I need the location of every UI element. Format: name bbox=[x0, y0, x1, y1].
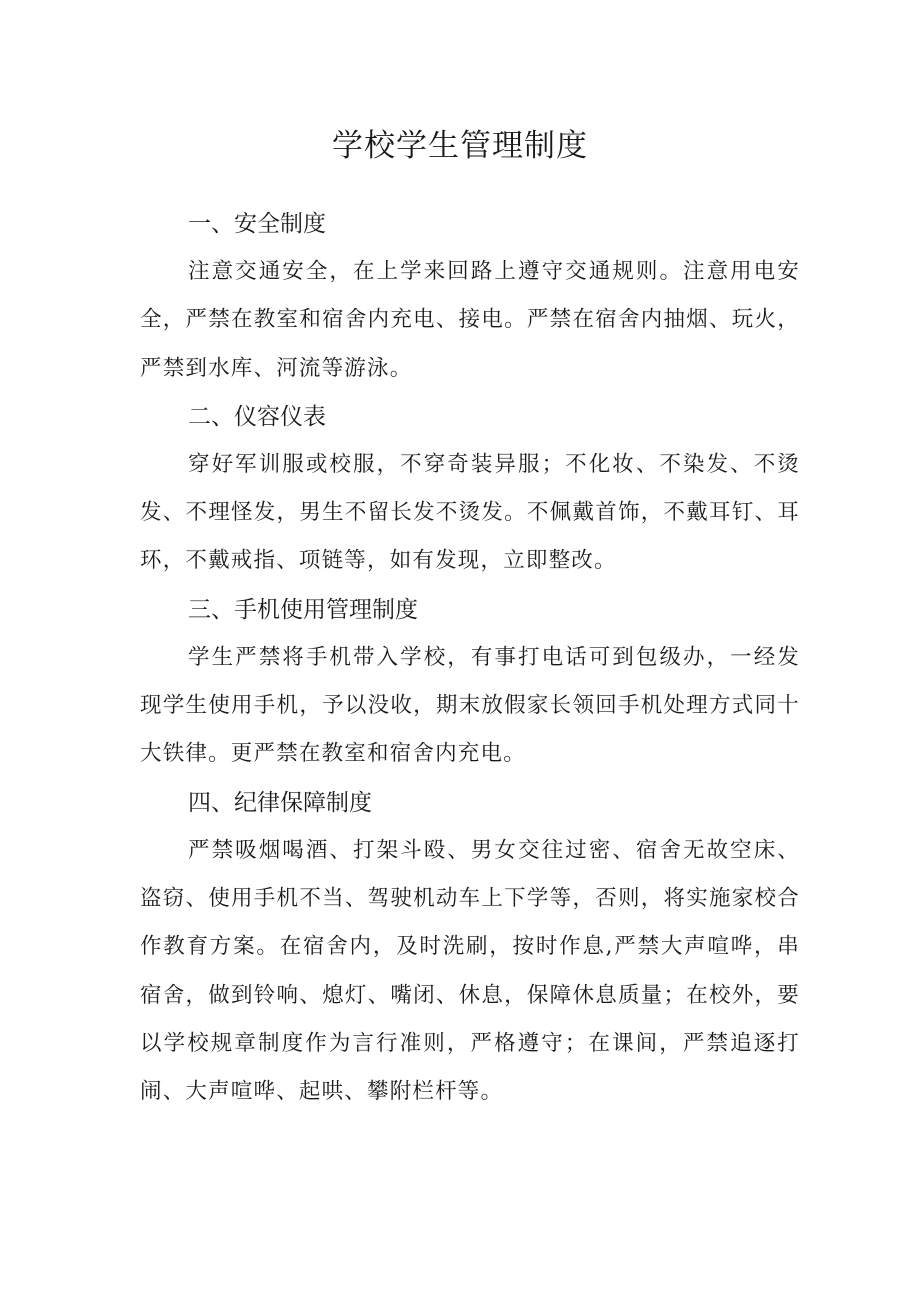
section-paragraph: 严禁吸烟喝酒、打架斗殴、男女交往过密、宿舍无故空床、盗窃、使用手机不当、驾驶机动车上下学等，否则，将实施家校合作教育方案。在宿舍内，及时洗刷，按时作息,严禁大声喧哗，串宿舍，做到铃响、熄灯、嘴闭、休息，保障休息质量；在校外，要以学校规章制度作为言行准则，严格遵守；在课间，严禁追逐打闹、大声喧哗、起哄、攀附栏杆等。 bbox=[140, 837, 800, 1105]
section-heading: 二、仪容仪表 bbox=[188, 403, 326, 430]
document-content bbox=[140, 200, 800, 1116]
section-phone-policy bbox=[140, 586, 800, 779]
section-paragraph: 穿好军训服或校服，不穿奇装异服；不化妆、不染发、不烫发、不理怪发，男生不留长发不烫发。不佩戴首饰，不戴耳钉、耳环，不戴戒指、项链等，如有发现，立即整改。 bbox=[140, 451, 800, 574]
section-heading: 一、安全制度 bbox=[188, 211, 326, 237]
section-heading: 三、手机使用管理制度 bbox=[188, 596, 418, 623]
section-safety bbox=[140, 200, 800, 393]
page-title: 学校学生管理制度 bbox=[332, 128, 588, 164]
section-paragraph: 注意交通安全，在上学来回路上遵守交通规则。注意用电安全，严禁在教室和宿舍内充电、接电。严禁在宿舍内抽烟、玩火，严禁到水库、河流等游泳。 bbox=[140, 259, 800, 381]
section-discipline bbox=[140, 779, 800, 1117]
section-heading: 四、纪律保障制度 bbox=[188, 789, 372, 816]
section-appearance bbox=[140, 393, 800, 586]
section-paragraph: 学生严禁将手机带入学校，有事打电话可到包级办，一经发现学生使用手机，予以没收，期末放假家长领回手机处理方式同十大铁律。更严禁在教室和宿舍内充电。 bbox=[140, 644, 800, 767]
